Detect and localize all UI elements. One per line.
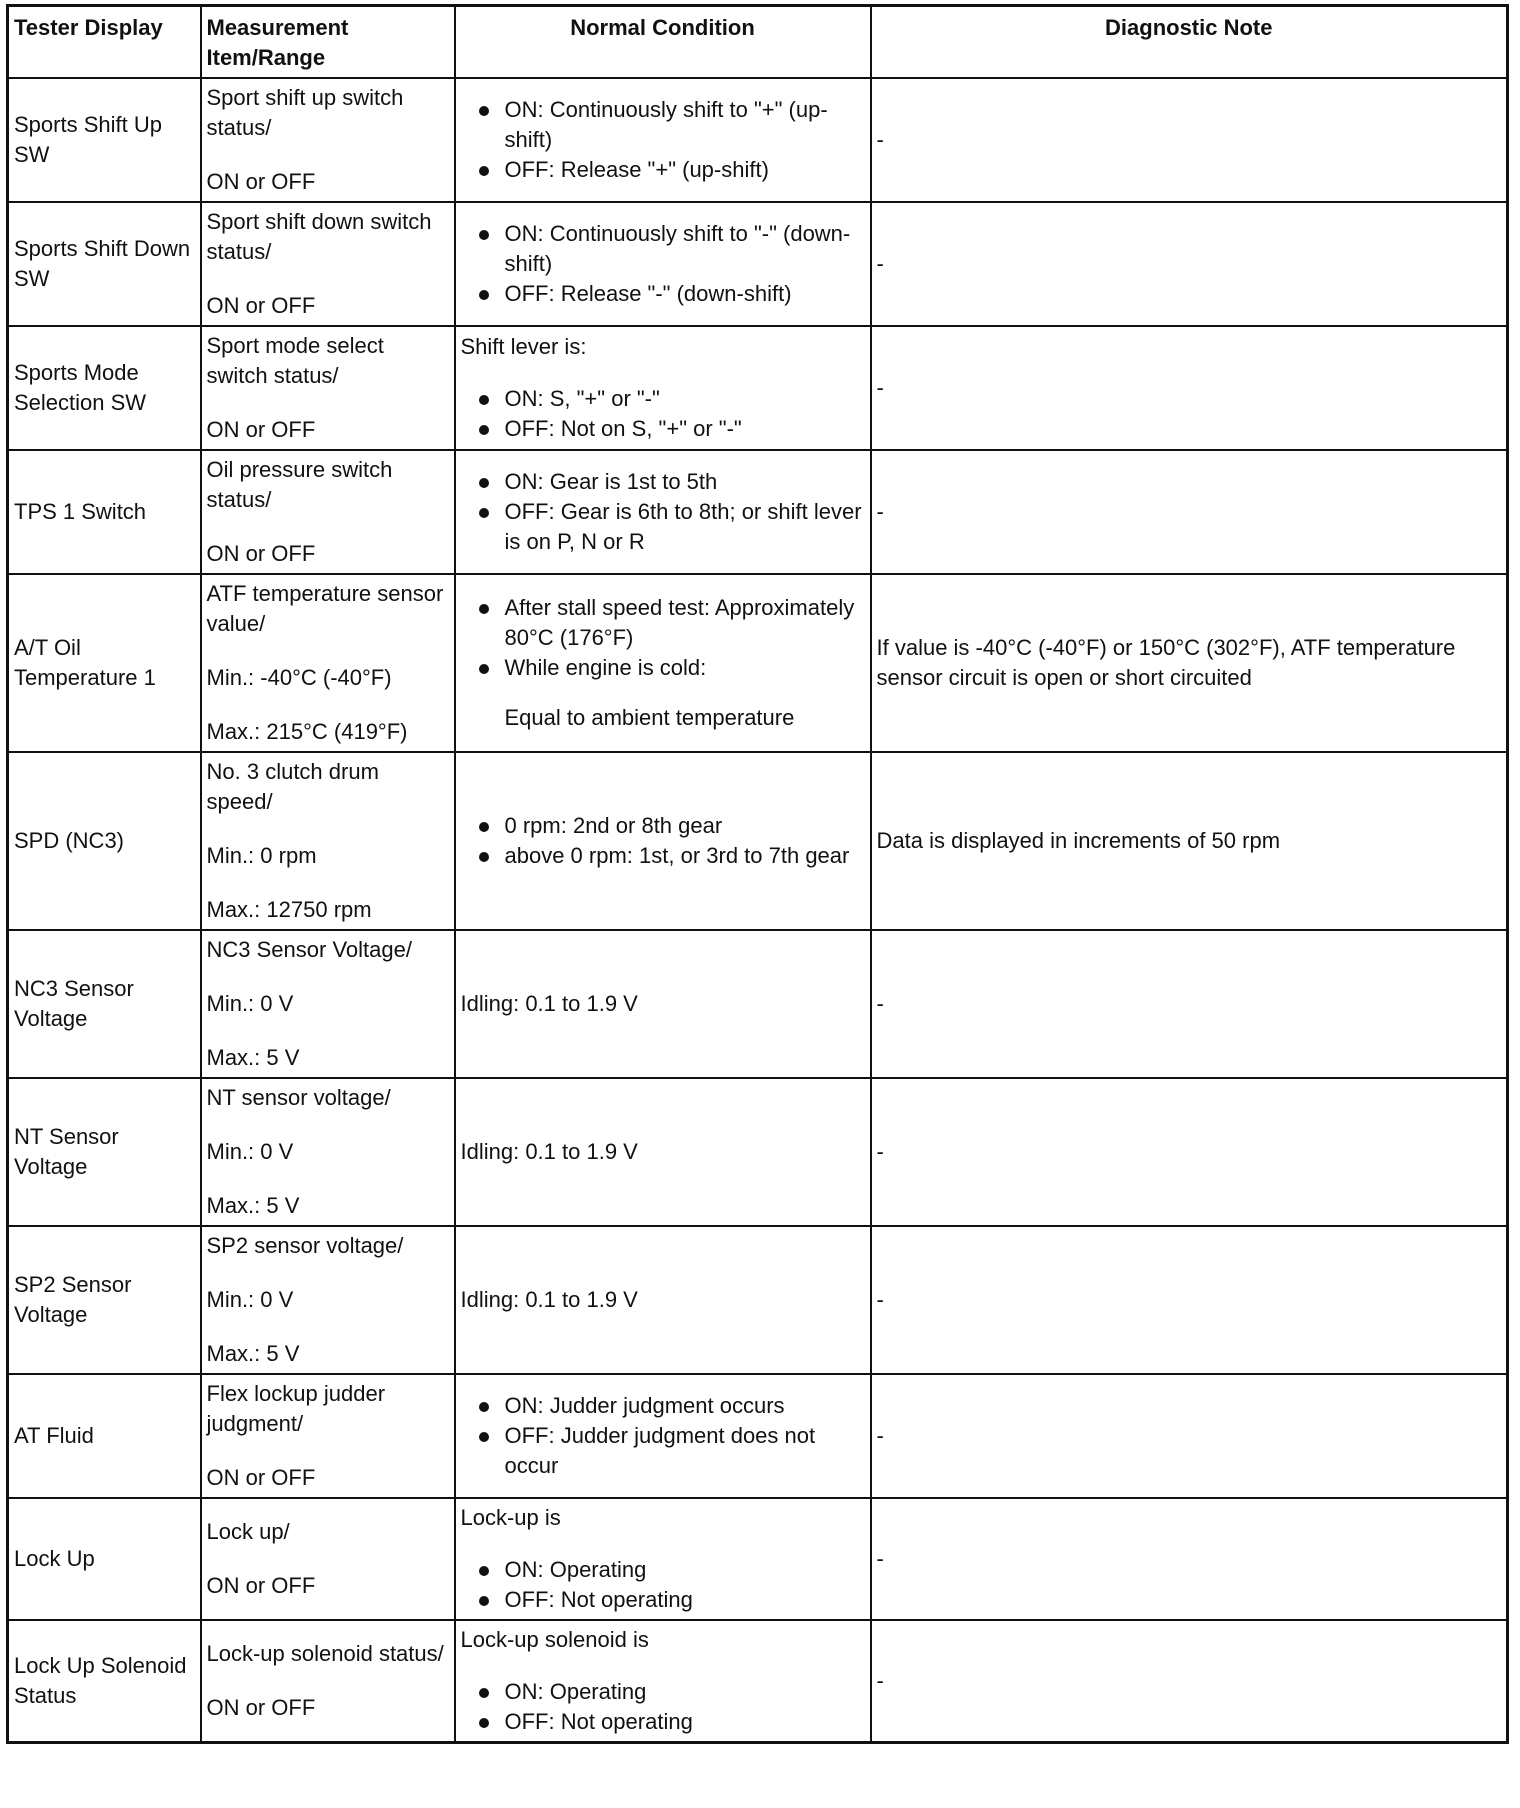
condition-bullet: ON: Continuously shift to "-" (down-shift) bbox=[461, 219, 865, 279]
condition-bullet: OFF: Judder judgment does not occur bbox=[461, 1421, 865, 1481]
condition-bullet: While engine is cold: bbox=[461, 653, 865, 683]
measurement-line: NC3 Sensor Voltage/ bbox=[206, 937, 412, 962]
measurement-cell bbox=[201, 574, 455, 752]
line-gap bbox=[207, 143, 449, 167]
condition-text: Lock-up solenoid is bbox=[460, 1627, 649, 1652]
condition-subtext: Equal to ambient temperature bbox=[504, 705, 795, 730]
normal-condition-cell bbox=[455, 930, 871, 1078]
condition-bullet: ON: Operating bbox=[461, 1677, 865, 1707]
header-measurement-item: Measurement Item/Range bbox=[201, 6, 455, 79]
measurement-line: ON or OFF bbox=[206, 1695, 316, 1720]
measurement-line: Max.: 5 V bbox=[206, 1193, 300, 1218]
tester-display-cell: A/T Oil Temperature 1 bbox=[8, 574, 201, 752]
measurement-line: Oil pressure switch status/ bbox=[206, 457, 393, 512]
tester-display-cell: TPS 1 Switch bbox=[8, 450, 201, 574]
line-gap bbox=[207, 1669, 449, 1693]
line-gap bbox=[207, 515, 449, 539]
table-header bbox=[8, 6, 1508, 79]
line-gap bbox=[207, 1547, 449, 1571]
diagnostic-note-cell: - bbox=[871, 930, 1508, 1078]
condition-text: Shift lever is: bbox=[460, 334, 587, 359]
normal-condition-cell bbox=[455, 574, 871, 752]
condition-bullet-list bbox=[461, 1555, 865, 1615]
line-gap bbox=[207, 965, 449, 989]
condition-bullet: ON: Operating bbox=[461, 1555, 865, 1585]
normal-condition-cell bbox=[455, 1498, 871, 1620]
condition-text: Idling: 0.1 to 1.9 V bbox=[460, 1139, 638, 1164]
measurement-cell bbox=[201, 450, 455, 574]
table-row bbox=[8, 1374, 1508, 1498]
measurement-line: ON or OFF bbox=[206, 1573, 316, 1598]
condition-bullet-list bbox=[461, 593, 865, 683]
tester-display-cell: SPD (NC3) bbox=[8, 752, 201, 930]
measurement-line: Max.: 5 V bbox=[206, 1341, 300, 1366]
condition-bullet: OFF: Release "+" (up-shift) bbox=[461, 155, 865, 185]
normal-condition-cell bbox=[455, 1226, 871, 1374]
tester-display-cell: Sports Shift Down SW bbox=[8, 202, 201, 326]
tester-display-cell: NT Sensor Voltage bbox=[8, 1078, 201, 1226]
table-row bbox=[8, 574, 1508, 752]
measurement-line: Flex lockup judder judgment/ bbox=[206, 1381, 386, 1436]
measurement-line: ON or OFF bbox=[206, 293, 316, 318]
table-row bbox=[8, 1078, 1508, 1226]
normal-condition-cell bbox=[455, 450, 871, 574]
line-gap bbox=[207, 817, 449, 841]
condition-bullet: ON: S, "+" or "-" bbox=[461, 384, 865, 414]
condition-bullet: OFF: Gear is 6th to 8th; or shift lever is on P, N or R bbox=[461, 497, 865, 557]
table-row bbox=[8, 450, 1508, 574]
diagnostic-note-cell: - bbox=[871, 78, 1508, 202]
measurement-line: Lock up/ bbox=[206, 1519, 290, 1544]
header-normal-condition: Normal Condition bbox=[455, 6, 871, 79]
measurement-cell bbox=[201, 202, 455, 326]
line-gap bbox=[207, 639, 449, 663]
condition-bullet: above 0 rpm: 1st, or 3rd to 7th gear bbox=[461, 841, 865, 871]
normal-condition-cell bbox=[455, 1620, 871, 1743]
measurement-line: Sport mode select switch status/ bbox=[206, 333, 384, 388]
table-row bbox=[8, 78, 1508, 202]
diagnostic-note-cell: - bbox=[871, 450, 1508, 574]
condition-bullet-list bbox=[461, 811, 865, 871]
line-gap bbox=[207, 1261, 449, 1285]
condition-bullet: ON: Judder judgment occurs bbox=[461, 1391, 865, 1421]
condition-bullet: OFF: Not operating bbox=[461, 1585, 865, 1615]
measurement-line: Max.: 5 V bbox=[206, 1045, 300, 1070]
measurement-line: Max.: 12750 rpm bbox=[206, 897, 372, 922]
normal-condition-cell bbox=[455, 202, 871, 326]
condition-text: Lock-up is bbox=[460, 1505, 561, 1530]
measurement-line: ON or OFF bbox=[206, 417, 316, 442]
table-row bbox=[8, 752, 1508, 930]
measurement-line: Min.: -40°C (-40°F) bbox=[206, 665, 392, 690]
measurement-line: ON or OFF bbox=[206, 541, 316, 566]
measurement-line: Sport shift up switch status/ bbox=[206, 85, 404, 140]
condition-bullet: OFF: Not operating bbox=[461, 1707, 865, 1737]
measurement-line: Max.: 215°C (419°F) bbox=[206, 719, 408, 744]
table-row bbox=[8, 1226, 1508, 1374]
measurement-cell bbox=[201, 78, 455, 202]
condition-bullet: OFF: Release "-" (down-shift) bbox=[461, 279, 865, 309]
diagnostic-note-cell: - bbox=[871, 1498, 1508, 1620]
measurement-line: Min.: 0 V bbox=[206, 1287, 294, 1312]
condition-text: Idling: 0.1 to 1.9 V bbox=[460, 991, 638, 1016]
diagnostic-note-cell: - bbox=[871, 1078, 1508, 1226]
measurement-line: Min.: 0 rpm bbox=[206, 843, 317, 868]
measurement-cell bbox=[201, 1498, 455, 1620]
line-gap bbox=[207, 871, 449, 895]
normal-condition-cell bbox=[455, 1078, 871, 1226]
table-row bbox=[8, 326, 1508, 450]
condition-bullet: ON: Gear is 1st to 5th bbox=[461, 467, 865, 497]
measurement-line: ON or OFF bbox=[206, 1465, 316, 1490]
tester-display-cell: Sports Mode Selection SW bbox=[8, 326, 201, 450]
line-gap bbox=[207, 1439, 449, 1463]
header-tester-display: Tester Display bbox=[8, 6, 201, 79]
measurement-cell bbox=[201, 1620, 455, 1743]
condition-bullet-list bbox=[461, 219, 865, 309]
measurement-line: SP2 sensor voltage/ bbox=[206, 1233, 404, 1258]
tester-display-cell: SP2 Sensor Voltage bbox=[8, 1226, 201, 1374]
data-list-table bbox=[6, 4, 1509, 1744]
measurement-cell bbox=[201, 752, 455, 930]
header-diagnostic-note: Diagnostic Note bbox=[871, 6, 1508, 79]
line-gap bbox=[207, 391, 449, 415]
condition-bullet-list bbox=[461, 1677, 865, 1737]
tester-display-cell: Lock Up Solenoid Status bbox=[8, 1620, 201, 1743]
condition-bullet-list bbox=[461, 95, 865, 185]
measurement-line: Sport shift down switch status/ bbox=[206, 209, 432, 264]
measurement-cell bbox=[201, 326, 455, 450]
measurement-line: No. 3 clutch drum speed/ bbox=[206, 759, 379, 814]
tester-display-cell: Lock Up bbox=[8, 1498, 201, 1620]
condition-text: Idling: 0.1 to 1.9 V bbox=[460, 1287, 638, 1312]
table-row bbox=[8, 1620, 1508, 1743]
measurement-line: Lock-up solenoid status/ bbox=[206, 1641, 444, 1666]
measurement-line: ATF temperature sensor value/ bbox=[206, 581, 444, 636]
diagnostic-note-cell: - bbox=[871, 1226, 1508, 1374]
diagnostic-note-cell: If value is -40°C (-40°F) or 150°C (302°F), ATF temperature sensor circuit is open or short circuited bbox=[871, 574, 1508, 752]
measurement-cell bbox=[201, 1078, 455, 1226]
tester-display-cell: Sports Shift Up SW bbox=[8, 78, 201, 202]
line-gap bbox=[207, 267, 449, 291]
diagnostic-note-cell: - bbox=[871, 326, 1508, 450]
condition-bullet-list bbox=[461, 384, 865, 444]
diagnostic-note-cell: - bbox=[871, 1620, 1508, 1743]
line-gap bbox=[207, 1113, 449, 1137]
header-row bbox=[8, 6, 1508, 79]
measurement-line: Min.: 0 V bbox=[206, 1139, 294, 1164]
condition-bullet: After stall speed test: Approximately 80°C (176°F) bbox=[461, 593, 865, 653]
measurement-line: ON or OFF bbox=[206, 169, 316, 194]
condition-bullet: ON: Continuously shift to "+" (up-shift) bbox=[461, 95, 865, 155]
condition-bullet: 0 rpm: 2nd or 8th gear bbox=[461, 811, 865, 841]
line-gap bbox=[207, 693, 449, 717]
condition-bullet-list bbox=[461, 467, 865, 557]
tester-display-cell: AT Fluid bbox=[8, 1374, 201, 1498]
diagnostic-note-cell: - bbox=[871, 202, 1508, 326]
condition-bullet: OFF: Not on S, "+" or "-" bbox=[461, 414, 865, 444]
diagnostic-note-cell: Data is displayed in increments of 50 rpm bbox=[871, 752, 1508, 930]
measurement-cell bbox=[201, 1374, 455, 1498]
normal-condition-cell bbox=[455, 752, 871, 930]
normal-condition-cell bbox=[455, 78, 871, 202]
line-gap bbox=[207, 1315, 449, 1339]
table-row bbox=[8, 1498, 1508, 1620]
normal-condition-cell bbox=[455, 326, 871, 450]
measurement-line: NT sensor voltage/ bbox=[206, 1085, 391, 1110]
measurement-cell bbox=[201, 930, 455, 1078]
measurement-line: Min.: 0 V bbox=[206, 991, 294, 1016]
diagnostic-note-cell: - bbox=[871, 1374, 1508, 1498]
table-row bbox=[8, 930, 1508, 1078]
line-gap bbox=[207, 1167, 449, 1191]
tester-display-cell: NC3 Sensor Voltage bbox=[8, 930, 201, 1078]
table-body bbox=[8, 78, 1508, 1743]
normal-condition-cell bbox=[455, 1374, 871, 1498]
condition-bullet-list bbox=[461, 1391, 865, 1481]
measurement-cell bbox=[201, 1226, 455, 1374]
line-gap bbox=[207, 1019, 449, 1043]
document-page bbox=[6, 4, 1506, 1744]
table-row bbox=[8, 202, 1508, 326]
